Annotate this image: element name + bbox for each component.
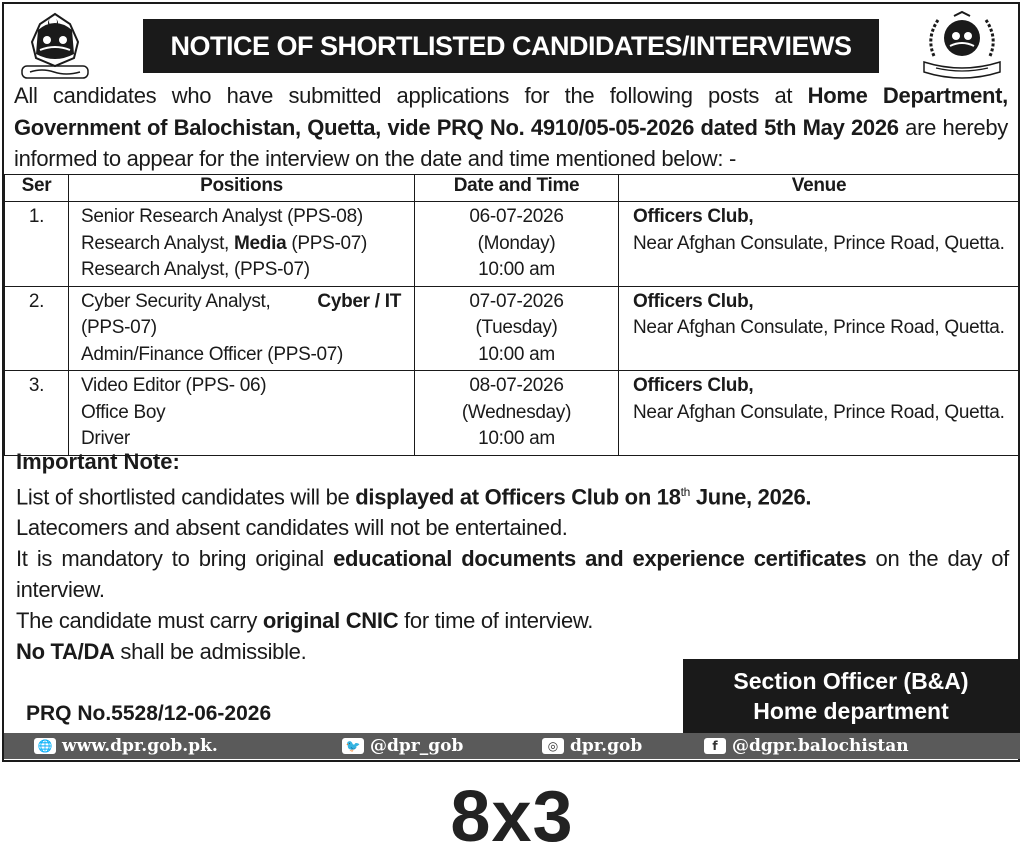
- instagram-icon: ◎: [542, 738, 564, 754]
- footer-website[interactable]: 🌐 www.dpr.gob.pk.: [34, 736, 218, 756]
- table-row: [5, 286, 1020, 371]
- footer-facebook[interactable]: f @dgpr.balochistan: [704, 736, 909, 756]
- row-venue: [619, 286, 1020, 371]
- dpr-emblem-logo: [916, 10, 1008, 80]
- position-item: Admin/Finance Officer (PPS-07): [81, 343, 344, 365]
- position-item: Research Analyst, (PPS-07): [81, 259, 310, 280]
- twitter-icon: 🐦: [342, 738, 364, 754]
- note-item: No TA/DA shall be admissible.: [16, 639, 307, 665]
- header-positions: Positions: [69, 175, 415, 202]
- intro-paragraph: [14, 80, 1008, 175]
- position-item: Senior Research Analyst (PPS-08): [81, 206, 363, 227]
- intro-text-1: All candidates who have submitted applications for the following posts at: [14, 83, 808, 108]
- footer-instagram[interactable]: ◎ dpr.gob: [542, 736, 642, 756]
- position-item: Office Boy: [81, 401, 166, 423]
- row-date-time: [415, 371, 619, 456]
- header-ser: Ser: [5, 175, 69, 202]
- note-item: The candidate must carry original CNIC for time of interview.: [16, 608, 594, 634]
- venue-name: Officers Club,: [633, 206, 754, 227]
- row-positions: [69, 371, 415, 456]
- venue-address: Near Afghan Consulate, Prince Road, Quetta.: [633, 401, 1005, 423]
- row-ser: 2.: [5, 286, 69, 371]
- ad-size-label: 8x3: [450, 777, 574, 854]
- notice-title: NOTICE OF SHORTLISTED CANDIDATES/INTERVIEWS: [143, 19, 879, 73]
- row-positions: [69, 202, 415, 287]
- prq-number: PRQ No.5528/12-06-2026: [26, 702, 272, 725]
- table-header-row: [5, 175, 1020, 202]
- venue-name: Officers Club,: [633, 290, 754, 312]
- interview-date: 08-07-2026: [469, 375, 564, 396]
- position-item: Research Analyst, Media (PPS-07): [81, 232, 368, 254]
- row-date-time: [415, 286, 619, 371]
- row-ser: 3.: [5, 371, 69, 456]
- note-item: Latecomers and absent candidates will not be entertained.: [16, 515, 568, 541]
- position-item: (PPS-07): [81, 317, 157, 338]
- note-item: It is mandatory to bring original educational documents and experience certificates on the day of: [16, 546, 1009, 572]
- venue-name: Officers Club,: [633, 375, 754, 396]
- position-item: Driver: [81, 428, 130, 449]
- balochistan-emblem-logo: [18, 10, 92, 82]
- signature-block: [683, 659, 1019, 733]
- note-item: List of shortlisted candidates will be displayed at Officers Club on 18th June, 2026.: [16, 484, 812, 510]
- note-item-continued: interview.: [16, 577, 105, 603]
- interview-schedule-table: [4, 174, 1020, 456]
- table-row: [5, 371, 1020, 456]
- interview-time: 10:00 am: [478, 259, 555, 280]
- signature-department: Home department: [753, 698, 949, 724]
- interview-date: 06-07-2026: [469, 206, 564, 227]
- footer-contact-bar: [4, 733, 1020, 759]
- position-item: Video Editor (PPS- 06): [81, 375, 267, 396]
- intro-text-2: are hereby informed to appear for the interview on the date and time mentioned below: -: [14, 114, 1008, 171]
- venue-address: Near Afghan Consulate, Prince Road, Quetta.: [633, 232, 1005, 254]
- interview-date: 07-07-2026: [469, 290, 564, 312]
- header-venue: Venue: [619, 175, 1020, 202]
- important-notes: [16, 477, 1009, 667]
- row-positions: [69, 286, 415, 371]
- signature-title: Section Officer (B&A): [733, 668, 969, 694]
- header-date-time: Date and Time: [415, 175, 619, 202]
- table-row: [5, 202, 1020, 287]
- row-ser: 1.: [5, 202, 69, 287]
- interview-day: (Monday): [477, 232, 556, 254]
- globe-icon: 🌐: [34, 738, 56, 754]
- important-note-heading: Important Note:: [16, 449, 180, 474]
- intro-department: Home Department, Government of Balochistan, Quetta, vide PRQ No. 4910/05-05-2026 dated 5th May 2026: [14, 83, 1008, 140]
- interview-day: (Wednesday): [461, 401, 572, 423]
- row-date-time: [415, 202, 619, 287]
- interview-time: 10:00 am: [478, 428, 555, 449]
- position-item: Cyber Security Analyst, Cyber / IT: [81, 290, 401, 312]
- interview-day: (Tuesday): [475, 317, 558, 338]
- facebook-icon: f: [704, 738, 726, 754]
- footer-twitter[interactable]: 🐦 @dpr_gob: [342, 736, 463, 756]
- venue-address: Near Afghan Consulate, Prince Road, Quetta.: [633, 317, 1005, 338]
- row-venue: [619, 371, 1020, 456]
- row-venue: [619, 202, 1020, 287]
- interview-time: 10:00 am: [478, 343, 555, 365]
